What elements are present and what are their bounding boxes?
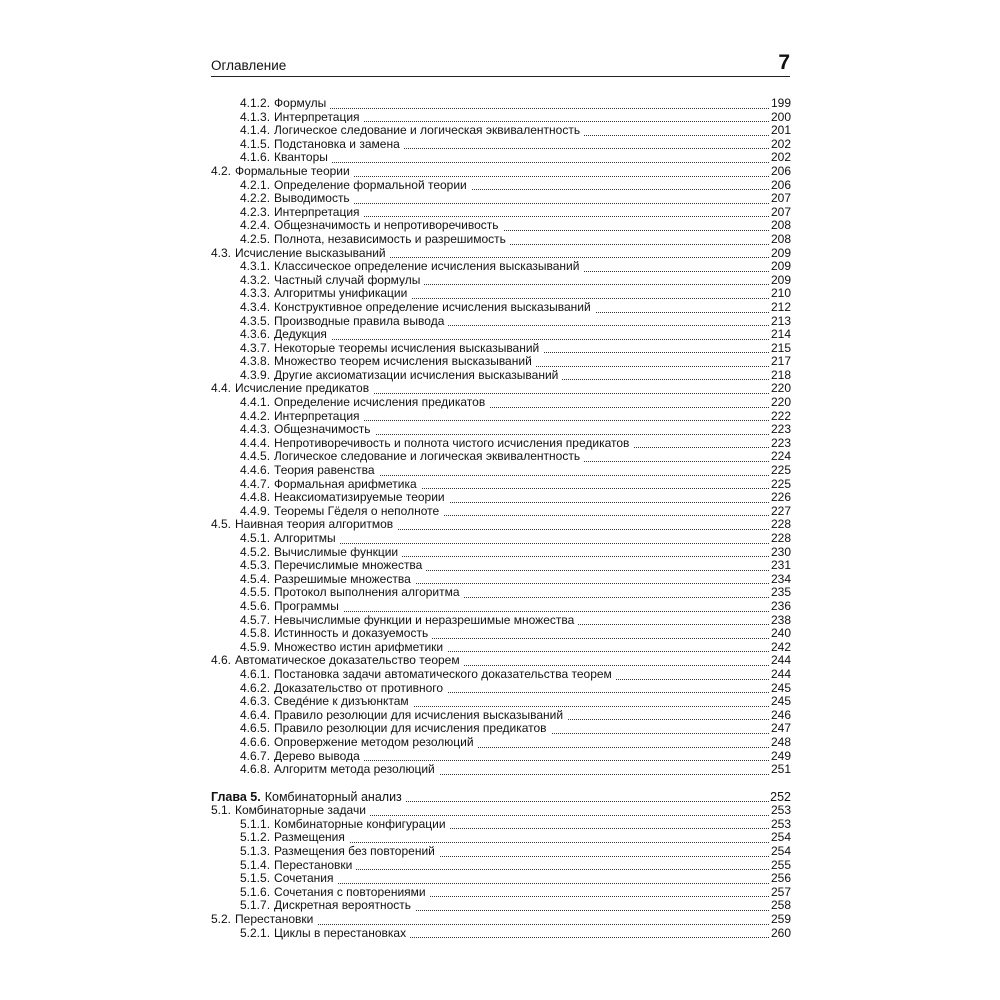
entry-page-number: 254 [770,830,791,845]
entry-title: Дерево вывода [274,748,360,763]
toc-subsection-entry[interactable] [211,736,791,750]
entry-number: 5.2.1. [240,925,271,940]
toc-subsection-entry[interactable] [211,328,791,342]
entry-title: Формальная арифметика [274,476,417,491]
toc-subsection-entry[interactable] [211,927,791,941]
entry-number: 4.6.6. [240,734,271,749]
entry-title: Исчисление высказываний [235,245,386,260]
toc-subsection-entry[interactable] [211,845,791,859]
entry-page-number: 209 [770,272,791,287]
toc-subsection-entry[interactable] [211,491,791,505]
entry-page-number: 226 [770,490,791,505]
entry-title: Общезначимость [274,422,371,437]
entry-number: 5.1.1. [240,816,271,831]
toc-subsection-entry[interactable] [211,355,791,369]
entry-number: 4.4.2. [240,408,271,423]
entry-number: 5.2. [211,912,232,927]
entry-number: 4.1.5. [240,136,271,151]
entry-number: 4.4.3. [240,422,271,437]
entry-title: Программы [274,598,339,613]
entry-number: 4.5.5. [240,585,271,600]
entry-title: Кванторы [274,150,328,165]
entry-number: 4.1.2. [240,96,271,110]
toc-section-entry[interactable] [211,913,791,927]
entry-page-number: 257 [770,884,791,899]
entry-page-number: 227 [770,503,791,518]
entry-title: Алгоритмы унификации [274,286,408,301]
toc-subsection-entry[interactable] [211,668,791,682]
entry-number: 4.6.7. [240,748,271,763]
entry-title: Опровержение методом резолюций [274,734,474,749]
entry-number: 4.4.7. [240,476,271,491]
entry-title: Перестановки [274,857,353,872]
toc-subsection-entry[interactable] [211,192,791,206]
entry-page-number: 258 [770,898,791,913]
entry-title: Множество теорем исчисления высказываний [274,354,532,369]
toc-subsection-entry[interactable] [211,586,791,600]
entry-page-number: 245 [770,680,791,695]
entry-title: Интерпретация [274,204,360,219]
toc-subsection-entry[interactable] [211,301,791,315]
entry-number: 5.1.7. [240,898,271,913]
entry-page-number: 202 [770,150,791,165]
entry-page-number: 228 [770,517,791,532]
entry-number: 4.2.2. [240,191,271,206]
entry-number: 4.5.8. [240,626,271,641]
entry-page-number: 253 [770,803,791,818]
entry-number: 5.1.4. [240,857,271,872]
entry-page-number: 220 [770,381,791,396]
entry-title: Логическое следование и логическая эквивалентность [274,123,581,138]
toc-subsection-entry[interactable] [211,233,791,247]
toc-section-entry[interactable] [211,518,791,532]
entry-number: 4.3.7. [240,340,271,355]
entry-title: Дискретная вероятность [274,898,411,913]
entry-page-number: 212 [770,299,791,314]
entry-number: 4.4.9. [240,503,271,518]
entry-page-number: 256 [770,871,791,886]
entry-number: 4.6.4. [240,707,271,722]
entry-number: 5.1. [211,803,232,818]
entry-page-number: 224 [770,449,791,464]
entry-page-number: 260 [770,925,791,940]
entry-number: 4.4.8. [240,490,271,505]
entry-title: Сочетания с повторениями [274,884,426,899]
running-header [211,52,790,77]
entry-title: Формальные теории [235,163,350,178]
entry-number: 4.3.6. [240,327,271,342]
entry-title: Комбинаторные конфигурации [274,816,446,831]
entry-title: Автоматическое доказательство теорем [235,653,460,668]
entry-page-number: 209 [770,245,791,260]
entry-page-number: 208 [770,218,791,233]
entry-page-number: 238 [770,612,791,627]
entry-number: 4.2.1. [240,177,271,192]
entry-number: 4.2.5. [240,231,271,246]
entry-page-number: 248 [770,734,791,749]
entry-number: 4.5.3. [240,558,271,573]
entry-page-number: 199 [770,96,791,110]
toc-section-entry[interactable] [211,804,791,818]
entry-page-number: 234 [770,571,791,586]
entry-number: 5.1.5. [240,871,271,886]
entry-number: 4.4.4. [240,435,271,450]
toc-subsection-entry[interactable] [211,260,791,274]
chapter-page-number: 252 [770,789,791,804]
entry-page-number: 215 [770,340,791,355]
entry-page-number: 207 [770,204,791,219]
entry-page-number: 225 [770,476,791,491]
entry-title: Протокол выполнения алгоритма [274,585,460,600]
entry-number: 5.1.6. [240,884,271,899]
entry-number: 4.3.4. [240,299,271,314]
entry-title: Перечислимые множества [274,558,423,573]
chapter-label: Глава 5. [211,789,261,804]
entry-number: 4.5. [211,517,232,532]
entry-page-number: 209 [770,259,791,274]
entry-page-number: 230 [770,544,791,559]
entry-number: 4.5.1. [240,531,271,545]
entry-title: Сведéние к дизъюнктам [274,694,409,709]
toc-subsection-entry[interactable] [211,423,791,437]
entry-page-number: 240 [770,626,791,641]
entry-number: 4.3. [211,245,232,260]
entry-number: 4.2.4. [240,218,271,233]
entry-title: Правило резолюции для исчисления предикатов [274,721,547,736]
entry-number: 4.5.7. [240,612,271,627]
entry-title: Размещения без повторений [274,844,435,859]
entry-number: 4.3.9. [240,367,271,382]
toc-subsection-entry[interactable] [211,450,791,464]
entry-number: 4.6.1. [240,666,271,681]
entry-page-number: 200 [770,109,791,124]
header-page-number: 7 [778,51,790,74]
entry-page-number: 247 [770,721,791,736]
entry-page-number: 228 [770,531,791,545]
entry-title: Общезначимость и непротиворечивость [274,218,499,233]
entry-title: Определение формальной теории [274,177,467,192]
entry-number: 4.1.4. [240,123,271,138]
entry-number: 4.1.3. [240,109,271,124]
entry-title: Неаксиоматизируемые теории [274,490,445,505]
entry-page-number: 236 [770,598,791,613]
entry-number: 4.6.8. [240,762,271,777]
entry-title: Интерпретация [274,109,360,124]
entry-title: Истинность и доказуемость [274,626,429,641]
entry-title: Логическое следование и логическая эквивалентность [274,449,581,464]
toc-section-entry[interactable] [211,654,791,668]
toc-subsection-entry[interactable] [211,151,791,165]
toc-subsection-entry[interactable] [211,124,791,138]
entry-number: 4.2.3. [240,204,271,219]
toc-subsection-entry[interactable] [211,464,791,478]
entry-title: Алгоритмы [274,531,336,545]
entry-number: 4.6.2. [240,680,271,695]
toc-subsection-entry[interactable] [211,872,791,886]
entry-number: 4.1.6. [240,150,271,165]
entry-title: Алгоритм метода резолюций [274,762,435,777]
entry-title: Конструктивное определение исчисления высказываний [274,299,591,314]
entry-number: 4.3.2. [240,272,271,287]
entry-page-number: 208 [770,231,791,246]
entry-title: Перестановки [235,912,314,927]
entry-title: Дедукция [274,327,327,342]
toc-subsection-entry[interactable] [211,396,791,410]
entry-title: Определение исчисления предикатов [274,395,486,410]
entry-number: 4.6.3. [240,694,271,709]
entry-page-number: 222 [770,408,791,423]
entry-title: Производные правила вывода [274,313,445,328]
entry-page-number: 206 [770,163,791,178]
entry-number: 4.4.6. [240,463,271,478]
header-title: Оглавление [211,58,287,73]
entry-page-number: 254 [770,844,791,859]
toc-subsection-entry[interactable] [211,600,791,614]
entry-page-number: 202 [770,136,791,151]
entry-page-number: 231 [770,558,791,573]
toc-section-entry[interactable] [211,165,791,179]
entry-title: Интерпретация [274,408,360,423]
entry-number: 4.4.1. [240,395,271,410]
entry-number: 4.3.1. [240,259,271,274]
entry-title: Формулы [274,96,327,110]
entry-title: Правило резолюции для исчисления высказываний [274,707,564,722]
entry-title: Другие аксиоматизации исчисления высказываний [274,367,559,382]
entry-page-number: 213 [770,313,791,328]
entry-page-number: 201 [770,123,791,138]
entry-number: 4.3.5. [240,313,271,328]
entry-page-number: 253 [770,816,791,831]
entry-page-number: 235 [770,585,791,600]
entry-title: Частный случай формулы [274,272,421,287]
entry-number: 4.4.5. [240,449,271,464]
entry-page-number: 207 [770,191,791,206]
toc-subsection-entry[interactable] [211,287,791,301]
toc-subsection-entry[interactable] [211,219,791,233]
entry-page-number: 255 [770,857,791,872]
toc-subsection-entry[interactable] [211,559,791,573]
toc-subsection-entry[interactable] [211,899,791,913]
entry-title: Непротиворечивость и полнота чистого исчисления предикатов [274,435,630,450]
entry-page-number: 251 [770,762,791,777]
entry-title: Постановка задачи автоматического доказательства теорем [274,666,612,681]
entry-number: 4.6. [211,653,232,668]
entry-title: Некоторые теоремы исчисления высказываний [274,340,540,355]
table-of-contents [211,97,791,940]
entry-number: 4.5.6. [240,598,271,613]
toc-subsection-entry[interactable] [211,97,791,111]
entry-title: Разрешимые множества [274,571,411,586]
entry-title: Доказательство от противного [274,680,444,695]
entry-number: 4.6.5. [240,721,271,736]
entry-title: Теоремы Гёделя о неполноте [274,503,440,518]
entry-title: Полнота, независимость и разрешимость [274,231,506,246]
entry-page-number: 218 [770,367,791,382]
entry-title: Классическое определение исчисления высказываний [274,259,580,274]
entry-page-number: 245 [770,694,791,709]
entry-title: Исчисление предикатов [235,381,370,396]
entry-number: 5.1.3. [240,844,271,859]
toc-section-part1 [211,97,791,777]
entry-number: 4.3.3. [240,286,271,301]
entry-page-number: 249 [770,748,791,763]
entry-page-number: 244 [770,653,791,668]
entry-number: 4.5.9. [240,639,271,654]
entry-page-number: 246 [770,707,791,722]
entry-title: Множество истин арифметики [274,639,444,654]
entry-title: Выводимость [274,191,350,206]
entry-page-number: 220 [770,395,791,410]
toc-section-part2 [211,804,791,940]
entry-page-number: 242 [770,639,791,654]
entry-title: Комбинаторные задачи [235,803,366,818]
entry-number: 4.2. [211,163,232,178]
entry-title: Подстановка и замена [274,136,400,151]
toc-subsection-entry[interactable] [211,695,791,709]
entry-page-number: 225 [770,463,791,478]
toc-subsection-entry[interactable] [211,627,791,641]
entry-page-number: 244 [770,666,791,681]
entry-number: 4.5.4. [240,571,271,586]
entry-title: Теория равенства [274,463,375,478]
entry-page-number: 206 [770,177,791,192]
entry-title: Вычислимые функции [274,544,399,559]
toc-subsection-entry[interactable] [211,763,791,777]
entry-page-number: 210 [770,286,791,301]
entry-title: Размещения [274,830,345,845]
chapter-spacer [211,777,791,791]
entry-page-number: 217 [770,354,791,369]
entry-title: Сочетания [274,871,334,886]
entry-page-number: 223 [770,435,791,450]
entry-page-number: 259 [770,912,791,927]
entry-number: 4.3.8. [240,354,271,369]
entry-title: Невычислимые функции и неразрешимые множества [274,612,575,627]
entry-number: 4.4. [211,381,232,396]
toc-subsection-entry[interactable] [211,722,791,736]
toc-subsection-entry[interactable] [211,532,791,546]
chapter-title: Комбинаторный анализ [264,789,402,804]
entry-number: 4.5.2. [240,544,271,559]
entry-page-number: 214 [770,327,791,342]
entry-title: Циклы в перестановках [274,925,407,940]
entry-title: Наивная теория алгоритмов [235,517,394,532]
entry-page-number: 223 [770,422,791,437]
entry-number: 5.1.2. [240,830,271,845]
